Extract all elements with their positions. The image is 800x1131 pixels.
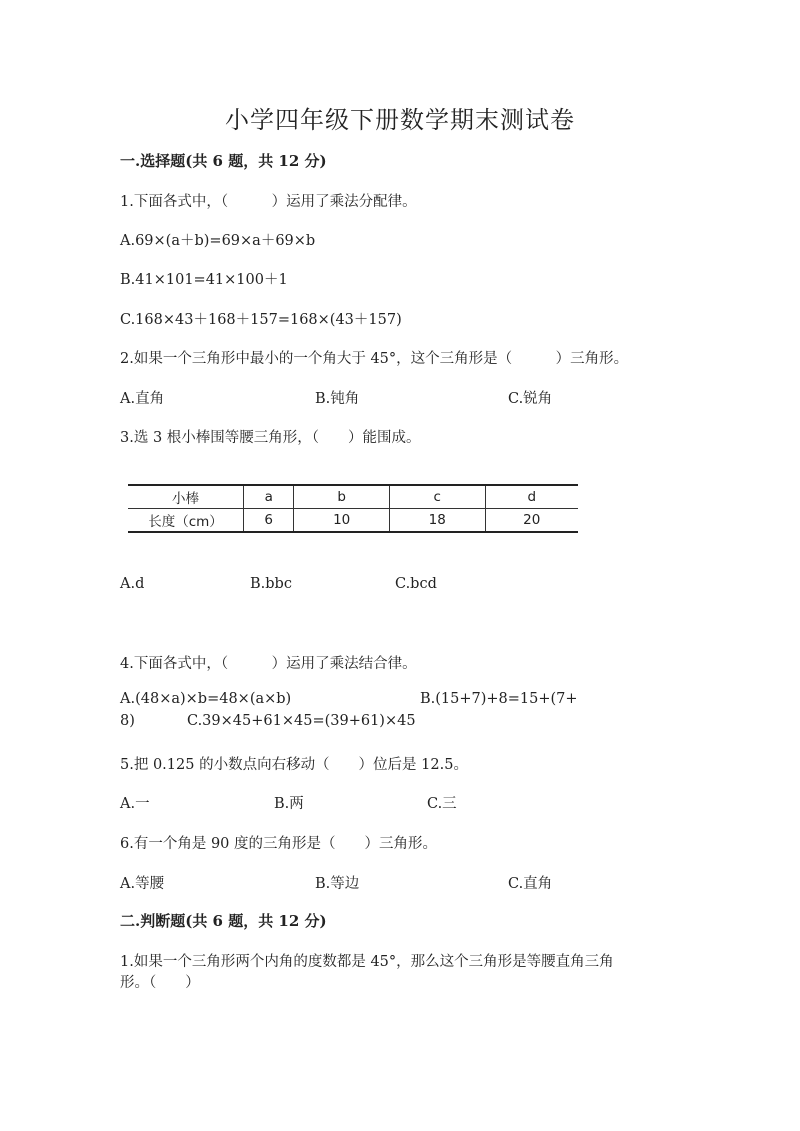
q5-option-b: B.两: [274, 796, 304, 812]
table-cell: a: [244, 485, 294, 509]
q4-option-c: C.39×45+61×45=(39+61)×45: [187, 713, 416, 729]
q4-option-b: B.(15+7)+8=15+(7+: [420, 691, 578, 707]
q2-option-b: B.钝角: [315, 391, 360, 407]
judgement-1-line-1: 1.如果一个三角形两个内角的度数都是 45°，那么这个三角形是等腰直角三角: [120, 954, 614, 970]
q4-option-a: A.(48×a)×b=48×(a×b): [120, 691, 292, 707]
table-cell: 10: [294, 509, 390, 533]
table-header-row: [128, 485, 578, 509]
table-cell: 20: [485, 509, 578, 533]
q5-option-a: A.一: [120, 796, 150, 812]
q6-option-b: B.等边: [315, 876, 360, 892]
table-cell: c: [389, 485, 485, 509]
judgement-1-line-2: 形。（ ）: [120, 975, 200, 991]
question-3-text: 3.选 3 根小棒围等腰三角形，（ ）能围成。: [120, 430, 421, 446]
table-cell: 小棒: [128, 485, 244, 509]
q2-option-a: A.直角: [120, 391, 165, 407]
q5-option-c: C.三: [427, 796, 457, 812]
question-4-text: 4.下面各式中，（ ）运用了乘法结合律。: [120, 656, 417, 672]
question-6-text: 6.有一个角是 90 度的三角形是（ ）三角形。: [120, 836, 438, 852]
table-row: [128, 509, 578, 533]
q3-option-b: B.bbc: [250, 576, 292, 592]
q6-option-c: C.直角: [508, 876, 553, 892]
section-heading-choice: 一.选择题(共 6 题，共 12 分): [120, 152, 327, 170]
q1-option-c: C.168×43＋168＋157=168×(43＋157): [120, 312, 402, 328]
q4-option-b-cont: 8): [120, 713, 135, 729]
page-title: 小学四年级下册数学期末测试卷: [225, 106, 575, 134]
q1-option-b: B.41×101=41×100＋1: [120, 272, 288, 288]
q2-option-c: C.锐角: [508, 391, 553, 407]
table-cell: b: [294, 485, 390, 509]
q3-option-a: A.d: [120, 576, 145, 592]
table-cell: 18: [389, 509, 485, 533]
question-1-text: 1.下面各式中，（ ）运用了乘法分配律。: [120, 194, 417, 210]
question-5-text: 5.把 0.125 的小数点向右移动（ ）位后是 12.5。: [120, 757, 468, 773]
section-heading-judgement: 二.判断题(共 6 题，共 12 分): [120, 912, 327, 930]
question-2-text: 2.如果一个三角形中最小的一个角大于 45°，这个三角形是（ ）三角形。: [120, 351, 629, 367]
table-cell: d: [485, 485, 578, 509]
q3-option-c: C.bcd: [395, 576, 437, 592]
sticks-table: [128, 484, 578, 533]
table-cell: 长度（cm）: [128, 509, 244, 533]
q1-option-a: A.69×(a＋b)=69×a＋69×b: [120, 233, 316, 249]
table-cell: 6: [244, 509, 294, 533]
q6-option-a: A.等腰: [120, 876, 165, 892]
